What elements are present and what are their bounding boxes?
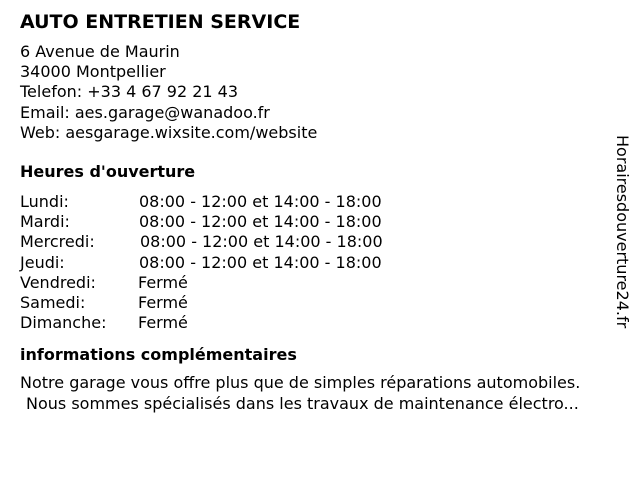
email-address: Email: aes.garage@wanadoo.fr <box>20 102 270 122</box>
opening-hours-table <box>20 192 620 333</box>
additional-info-line-2: Nous sommes spécialisés dans les travaux de maintenance électro... <box>26 393 579 413</box>
day-label: Jeudi: <box>20 252 65 272</box>
address-line-1: 6 Avenue de Maurin <box>20 42 180 61</box>
phone-number: Telefon: +33 4 67 92 21 43 <box>20 82 239 102</box>
hours-row-saturday <box>20 293 620 313</box>
day-hours: 08:00 - 12:00 et 14:00 - 18:00 <box>139 252 382 272</box>
hours-row-thursday <box>20 253 620 273</box>
site-watermark: Horairesdouverture24.fr <box>613 135 632 329</box>
business-card <box>20 10 620 414</box>
hours-row-tuesday <box>20 212 620 232</box>
day-label: Dimanche: <box>20 313 107 333</box>
day-hours: Fermé <box>138 272 188 292</box>
day-label: Samedi: <box>20 292 86 312</box>
day-label: Mardi: <box>20 212 70 232</box>
day-hours: 08:00 - 12:00 et 14:00 - 18:00 <box>139 212 382 232</box>
day-label: Mercredi: <box>20 232 95 252</box>
opening-hours-title: Heures d'ouverture <box>20 162 196 182</box>
additional-info-line-1: Notre garage vous offre plus que de simples réparations automobiles. <box>20 373 581 393</box>
day-label: Lundi: <box>20 192 69 212</box>
day-label: Vendredi: <box>20 272 96 292</box>
hours-row-wednesday <box>20 232 620 252</box>
hours-row-sunday <box>20 313 620 333</box>
hours-row-monday <box>20 192 620 212</box>
day-hours: 08:00 - 12:00 et 14:00 - 18:00 <box>140 232 383 252</box>
day-hours: 08:00 - 12:00 et 14:00 - 18:00 <box>139 192 382 212</box>
address-line-2: 34000 Montpellier <box>20 62 166 82</box>
day-hours: Fermé <box>138 292 188 312</box>
website-address: Web: aesgarage.wixsite.com/website <box>20 122 318 142</box>
day-hours: Fermé <box>138 313 188 333</box>
hours-row-friday <box>20 273 620 293</box>
business-name: AUTO ENTRETIEN SERVICE <box>20 11 301 33</box>
additional-info-title: informations complémentaires <box>20 345 297 365</box>
